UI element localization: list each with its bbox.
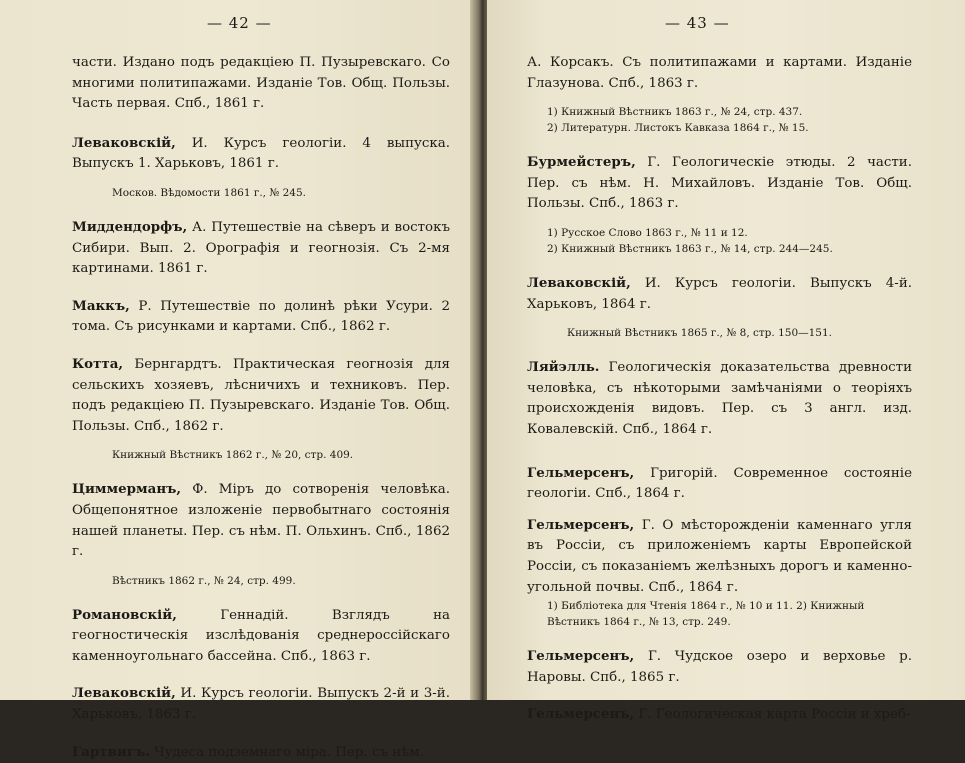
bib-entry (527, 463, 912, 505)
author-name: Леваковскій, (72, 685, 176, 702)
page-number-right: — 43 — (665, 14, 730, 32)
bib-entry (72, 605, 450, 668)
right-column (527, 52, 912, 726)
reference-note: Книжный Вѣстникъ 1862 г., № 20, стр. 409. (112, 449, 354, 462)
bib-entry (72, 742, 450, 763)
bib-entry (527, 704, 912, 726)
author-name: Леваковскій, (527, 274, 631, 291)
entry-text: Р. Путешествіе по долинѣ рѣки Усури. 2 тома. Съ рисунками и картами. Спб., 1862 г. (72, 298, 450, 335)
bib-entry (72, 52, 450, 115)
author-name: Циммерманъ, (72, 481, 182, 498)
entry-text: И. Курсъ геологіи. Выпускъ 4-й. Харьковъ, 1864 г. (527, 275, 912, 312)
author-name: Гельмерсенъ, (527, 648, 635, 665)
bib-entry (527, 273, 912, 315)
bib-entry (527, 515, 912, 598)
bib-entry (527, 646, 912, 688)
entry-text: А. Корсакъ. Съ политипажами и картами. Изданіе Глазунова. Спб., 1863 г. (527, 55, 912, 91)
bib-entry (72, 479, 450, 562)
page-number-left: — 42 — (207, 14, 272, 32)
author-name: Ляйэлль. (527, 359, 600, 376)
reference-note: Вѣстникъ 1862 г., № 24, стр. 499. (112, 574, 296, 587)
entry-text: Чудеса подземнаго міра. Пер. съ нѣм. (154, 744, 424, 760)
bib-entry (72, 133, 450, 175)
entry-text: Г. О мѣсторожденіи каменнаго угля въ Россіи, съ приложеніемъ карты Европейской Россіи, съ показаніемъ желѣзныхъ дорогъ и каменно-угольной почвы. Спб., 1864 г. (527, 517, 913, 595)
reference-note: 1) Книжный Вѣстникъ 1863 г., № 24, стр. 437. (547, 106, 803, 119)
bib-entry (72, 354, 450, 437)
author-name: Гартвигъ. (72, 743, 150, 760)
reference-note: 1) Библіотека для Чтенія 1864 г., № 10 и 11. 2) Книжный Вѣстникъ 1864 г., № 13, стр. 249. (547, 600, 865, 629)
bib-entry (527, 52, 912, 94)
author-name: Миддендорфъ, (72, 218, 188, 235)
entry-text: А. Путешествіе на сѣверъ и востокъ Сибири. Вып. 2. Орографія и геогнозія. Съ 2-мя картинами. 1861 г. (72, 219, 450, 277)
author-name: Гельмерсенъ, (527, 516, 635, 533)
entry-text: Геннадій. Взглядъ на геогностическія изслѣдованія среднероссійскаго каменноугольнаго бассейна. Спб., 1863 г. (72, 607, 450, 664)
author-name: Гельмерсенъ, (527, 706, 635, 723)
reference-note: Книжный Вѣстникъ 1865 г., № 8, стр. 150—151. (567, 327, 832, 340)
entry-text: Бернгардтъ. Практическая геогнозія для сельскихъ хозяевъ, лѣсничихъ и техниковъ. Пер. подъ редакціею П. Пузыревскаго. Изданіе Тов. Общ. Пользы. Спб., 1862 г. (72, 356, 450, 434)
bib-entry (72, 683, 450, 725)
bib-entry (527, 357, 912, 440)
entry-text: И. Курсъ геологіи. 4 выпуска. Выпускъ 1. Харьковъ, 1861 г. (72, 135, 450, 172)
entry-text: Геологическія доказательства древности человѣка, съ нѣкоторыми замѣчаніями о теоріяхъ происхожденія видовъ. Пер. съ 3 англ. изд. Ковалевскій. Спб., 1864 г. (527, 360, 913, 437)
reference-note: 2) Книжный Вѣстникъ 1863 г., № 14, стр. 244—245. (547, 242, 833, 255)
left-column (72, 52, 450, 763)
reference-note: 1) Русское Слово 1863 г., № 11 и 12. (547, 226, 748, 239)
reference-note: Москов. Вѣдомости 1861 г., № 245. (112, 186, 306, 199)
entry-text: части. Издано подъ редакціею П. Пузыревскаго. Со многими политипажами. Изданіе Тов. Общ. Пользы. Часть первая. Спб., 1861 г. (72, 55, 450, 112)
bib-entry (72, 296, 450, 338)
author-name: Маккъ, (72, 297, 130, 314)
entry-text: И. Курсъ геологіи. Выпускъ 2-й и 3-й. Харьковъ, 1863 г. (72, 686, 450, 723)
author-name: Котта, (72, 355, 124, 372)
author-name: Бурмейстеръ, (527, 154, 636, 171)
entry-text: Г. Геологическая карта Россіи и хреб- (638, 707, 911, 723)
entry-text: Г. Геологическіе этюды. 2 части. Пер. съ нѣм. Н. Михайловъ. Изданіе Тов. Общ. Пользы. Спб., 1863 г. (527, 155, 912, 212)
author-name: Леваковскій, (72, 134, 176, 151)
bib-entry (527, 152, 912, 215)
entry-text: Григорій. Современное состояніе геологіи. Спб., 1864 г. (527, 465, 912, 502)
author-name: Романовскій, (72, 606, 177, 623)
bib-entry (72, 217, 450, 280)
author-name: Гельмерсенъ, (527, 464, 635, 481)
entry-text: Ф. Міръ до сотворенія человѣка. Общепонятное изложеніе первобытнаго состоянія нашей планеты. Пер. съ нѣм. П. Ольхинъ. Спб., 1862 г. (72, 482, 450, 560)
reference-note: 2) Литературн. Листокъ Кавказа 1864 г., № 15. (547, 122, 809, 135)
left-page (0, 0, 478, 760)
entry-text: Г. Чудское озеро и верховье р. Наровы. Спб., 1865 г. (527, 649, 912, 685)
right-page (487, 0, 965, 723)
